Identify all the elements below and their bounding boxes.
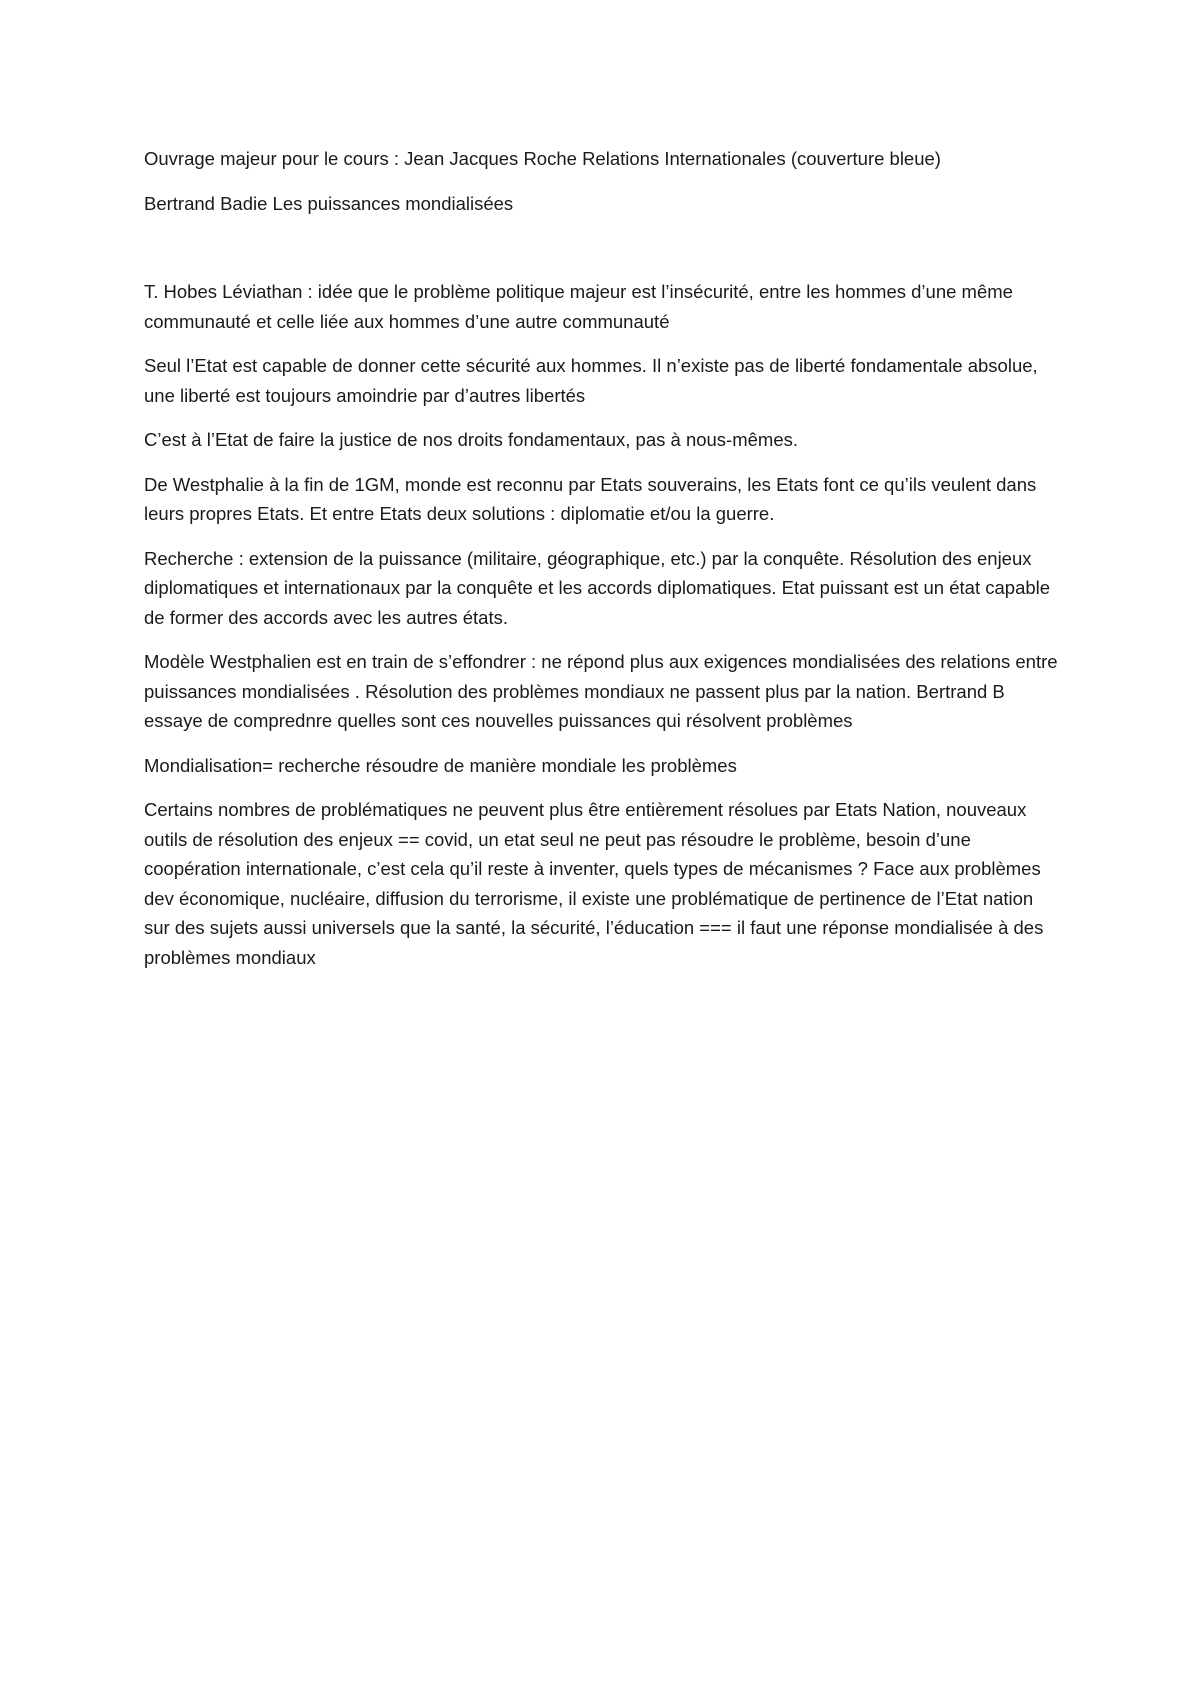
document-body (144, 144, 1064, 987)
paragraph-westphalian-model: Modèle Westphalien est en train de s’effondrer : ne répond plus aux exigences mondialisées des relations entre puissances mondialisées . Résolution des problèmes mondiaux ne passent plus par la nation. Bertrand B essaye de comprednre quelles sont ces nouvelles puissances qui résolvent problèmes (144, 651, 1058, 731)
paragraph-state-justice: C’est à l’Etat de faire la justice de nos droits fondamentaux, pas à nous-mêmes. (144, 429, 799, 450)
paragraph-state-security: Seul l’Etat est capable de donner cette sécurité aux hommes. Il n’existe pas de liberté fondamentale absolue, une liberté est toujours amoindrie par d’autres libertés (144, 355, 1038, 406)
paragraph-mondialisation: Mondialisation= recherche résoudre de manière mondiale les problèmes (144, 754, 737, 776)
blank-line (144, 233, 1064, 262)
paragraph-reference-badie: Bertrand Badie Les puissances mondialisées (144, 192, 514, 214)
paragraph-problematiques: Certains nombres de problématiques ne peuvent plus être entièrement résolues par Etats Nation, nouveaux outils de résolution des enjeux == covid, un etat seul ne peut pas résoudre le problème, besoin d’une coopération internationale, c’est cela qu’il reste à inventer, quels types de mécanismes ? Face aux problèmes dev économique, nucléaire, diffusion du terrorisme, il existe une problématique de pertinence de l’Etat nation sur des sujets aussi universels que la santé, la sécurité, l’éducation === il faut une réponse mondialisée à des problèmes mondiaux (144, 799, 1044, 968)
paragraph-westphalia: De Westphalie à la fin de 1GM, monde est reconnu par Etats souverains, les Etats font ce qu’ils veulent dans leurs propres Etats. Et entre Etats deux solutions : diplomatie et/ou la guerre. (144, 473, 1037, 524)
paragraph-recherche: Recherche : extension de la puissance (militaire, géographique, etc.) par la conquête. Résolution des enjeux diplomatiques et internationaux par la conquête et les accords diplomatiques. Etat puissant est un état capable de former des accords avec les autres états. (144, 547, 1051, 628)
paragraph-reference-roche: Ouvrage majeur pour le cours : Jean Jacques Roche Relations Internationales (couverture bleue) (144, 148, 941, 169)
paragraph-hobbes: T. Hobes Léviathan : idée que le problème politique majeur est l’insécurité, entre les hommes d’une même communauté et celle liée aux hommes d’une autre communauté (144, 281, 1013, 332)
